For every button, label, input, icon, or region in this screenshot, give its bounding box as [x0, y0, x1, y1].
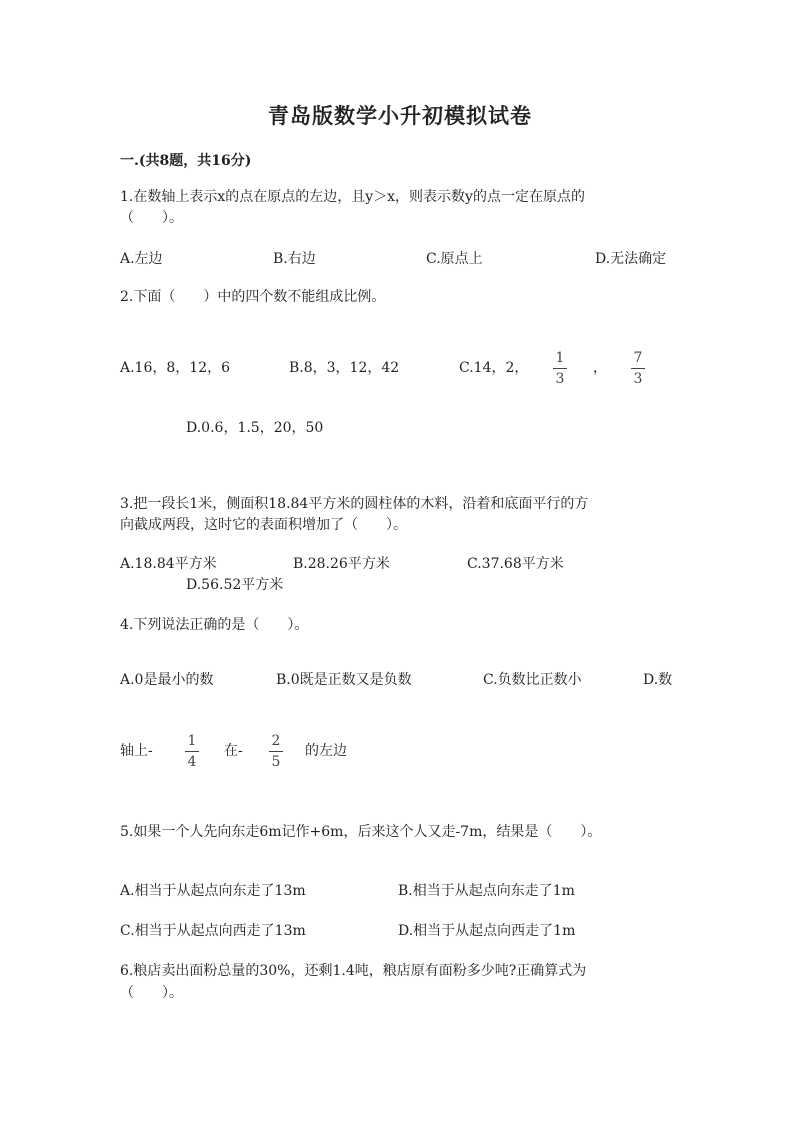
- fraction-numerator: 7: [633, 350, 643, 366]
- q3-stem-line2: 向截成两段，这时它的表面积增加了（ ）。: [120, 517, 407, 533]
- q6-stem-line1: 6.粮店卖出面粉总量的30%，还剩1.4吨，粮店原有面粉多少吨?正确算式为: [120, 963, 587, 979]
- q1-option-c: C.原点上: [426, 251, 483, 267]
- fraction-denominator: 3: [555, 371, 565, 387]
- q3-option-a: A.18.84平方米: [120, 556, 217, 572]
- fraction-denominator: 4: [187, 754, 197, 770]
- section-heading: 一.(共8题，共16分): [120, 153, 252, 169]
- q4-option-d-cont-mid: 在-: [224, 743, 243, 759]
- q2-option-c-fraction-2: [631, 350, 645, 387]
- fraction-numerator: 2: [271, 733, 281, 749]
- fraction-numerator: 1: [187, 733, 197, 749]
- fraction-numerator: 1: [555, 350, 565, 366]
- q3-option-c: C.37.68平方米: [467, 556, 564, 572]
- q2-stem: 2.下面（ ）中的四个数不能组成比例。: [120, 289, 386, 305]
- q3-option-b: B.28.26平方米: [293, 556, 390, 572]
- q5-option-b: B.相当于从起点向东走了1m: [398, 883, 575, 899]
- q1-option-a: A.左边: [120, 251, 163, 267]
- q2-option-c-separator: ，: [593, 360, 607, 376]
- q2-option-b: B.8，3，12，42: [289, 360, 400, 376]
- page-title: 青岛版数学小升初模拟试卷: [268, 103, 532, 128]
- q5-stem: 5.如果一个人先向东走6m记作+6m，后来这个人又走-7m，结果是（ ）。: [120, 824, 602, 840]
- q4-stem: 4.下列说法正确的是（ ）。: [120, 617, 309, 633]
- q2-option-c-prefix: C.14，2，: [459, 360, 529, 376]
- q5-option-a: A.相当于从起点向东走了13m: [120, 883, 306, 899]
- fraction-denominator: 5: [271, 754, 281, 770]
- fraction-bar: [185, 751, 199, 752]
- q4-option-b: B.0既是正数又是负数: [276, 672, 412, 688]
- q1-option-d: D.无法确定: [595, 251, 667, 267]
- fraction-bar: [269, 751, 283, 752]
- fraction-denominator: 3: [633, 371, 643, 387]
- q1-stem-line2: （ ）。: [120, 210, 183, 226]
- fraction-bar: [631, 368, 645, 369]
- q1-option-b: B.右边: [273, 251, 316, 267]
- q3-option-d: D.56.52平方米: [186, 577, 284, 593]
- q4-fraction-1: [185, 733, 199, 770]
- q4-option-d-cont-suffix: 的左边: [305, 743, 347, 759]
- q4-option-a: A.0是最小的数: [120, 672, 214, 688]
- fraction-bar: [553, 368, 567, 369]
- q4-fraction-2: [269, 733, 283, 770]
- q4-option-d: D.数: [643, 672, 673, 688]
- q2-option-d: D.0.6，1.5，20，50: [186, 420, 324, 436]
- q2-option-a: A.16，8，12，6: [120, 360, 231, 376]
- q3-stem-line1: 3.把一段长1米，侧面积18.84平方米的圆柱体的木料，沿着和底面平行的方: [120, 496, 589, 512]
- q4-option-c: C.负数比正数小: [483, 672, 582, 688]
- q4-option-d-cont-prefix: 轴上-: [120, 743, 153, 759]
- q1-stem-line1: 1.在数轴上表示x的点在原点的左边，且y＞x，则表示数y的点一定在原点的: [120, 189, 585, 205]
- q6-stem-line2: （ ）。: [120, 985, 183, 1001]
- q2-option-c-fraction-1: [553, 350, 567, 387]
- q5-option-d: D.相当于从起点向西走了1m: [398, 923, 576, 939]
- q5-option-c: C.相当于从起点向西走了13m: [120, 923, 306, 939]
